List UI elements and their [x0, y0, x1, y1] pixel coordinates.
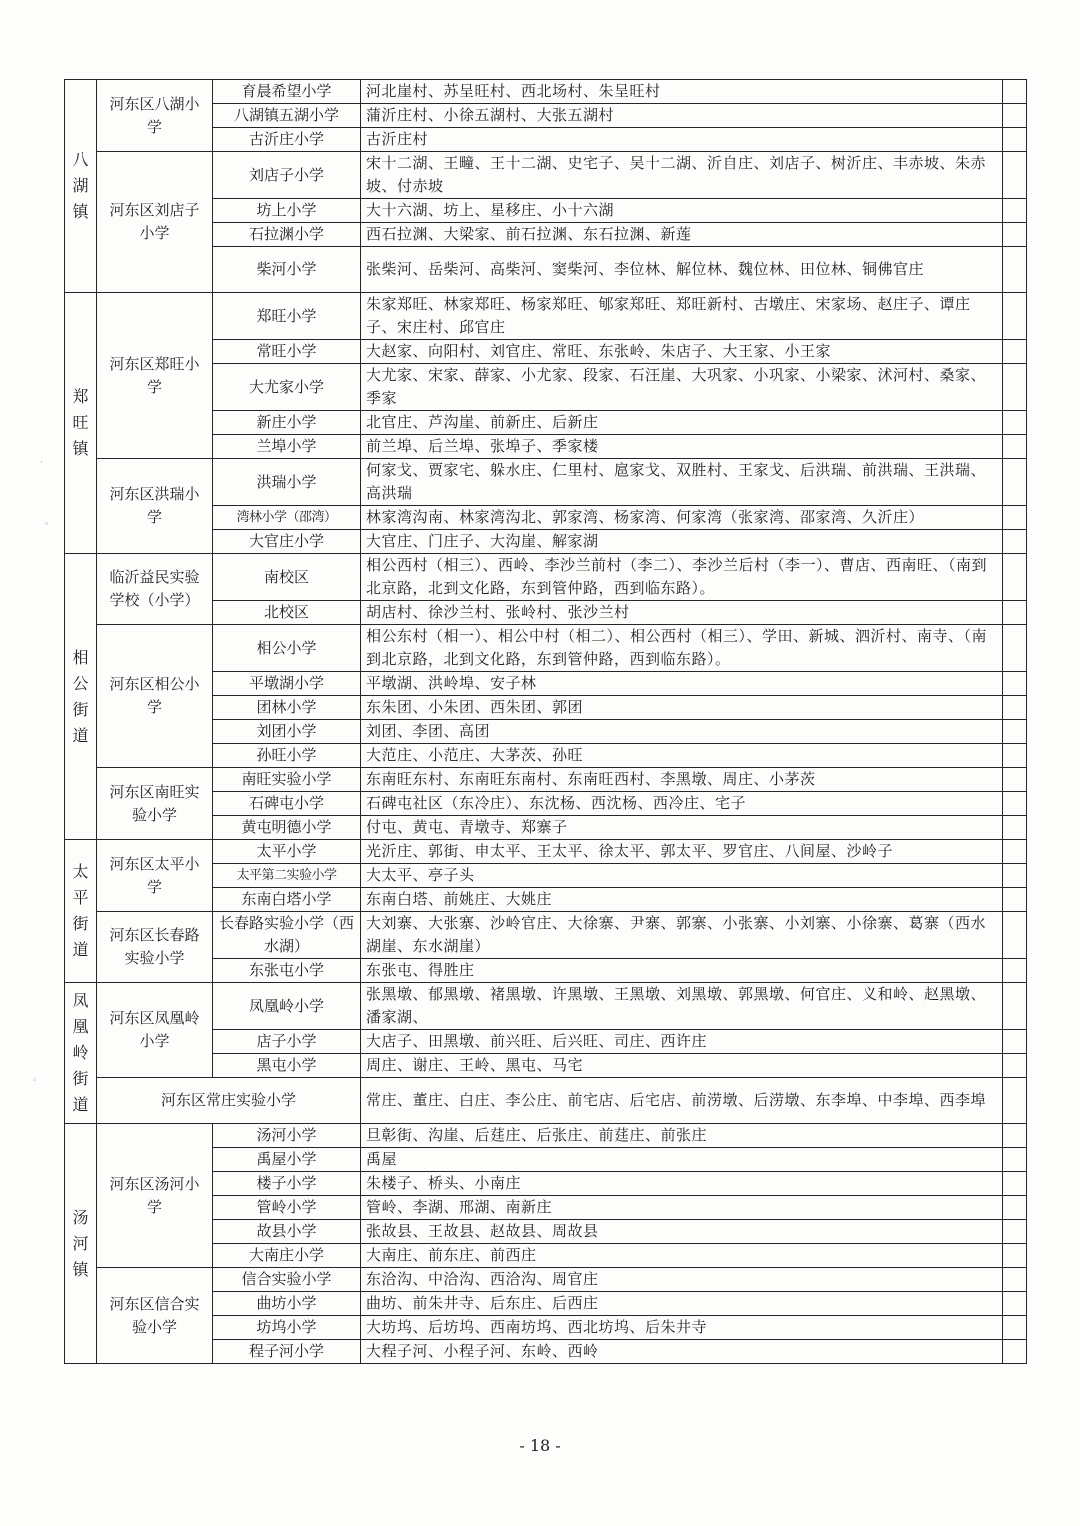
blank-cell	[1003, 530, 1027, 554]
blank-cell	[1003, 506, 1027, 530]
school-name: 常旺小学	[213, 340, 361, 364]
village-list: 大南庄、前东庄、前西庄	[361, 1244, 1003, 1268]
school-name: 刘店子小学	[213, 152, 361, 199]
group-cell: 河东区汤河小学	[97, 1124, 213, 1268]
blank-cell	[1003, 983, 1027, 1030]
village-list: 何家戈、贾家宅、躲水庄、仁里村、扈家戈、双胜村、王家戈、后洪瑞、前洪瑞、王洪瑞、高洪瑞	[361, 459, 1003, 506]
village-list: 东张屯、得胜庄	[361, 959, 1003, 983]
scan-speck: ◦	[44, 520, 50, 530]
school-name: 南校区	[213, 554, 361, 601]
village-list: 蒲沂庄村、小徐五湖村、大张五湖村	[361, 104, 1003, 128]
blank-cell	[1003, 840, 1027, 864]
school-name: 柴河小学	[213, 247, 361, 293]
blank-cell	[1003, 959, 1027, 983]
school-name: 汤河小学	[213, 1124, 361, 1148]
scan-speck: ◦	[32, 1076, 38, 1086]
village-list: 大刘寨、大张寨、沙岭官庄、大徐寨、尹寨、郭寨、小张寨、小刘寨、小徐寨、葛寨（西水湖崖、东水湖崖）	[361, 912, 1003, 959]
group-cell: 临沂益民实验学校（小学）	[97, 554, 213, 625]
school-name: 长春路实验小学（西水湖）	[213, 912, 361, 959]
school-name: 古沂庄小学	[213, 128, 361, 152]
blank-cell	[1003, 1316, 1027, 1340]
village-list: 河北崖村、苏呈旺村、西北场村、朱呈旺村	[361, 80, 1003, 104]
school-name: 新庄小学	[213, 411, 361, 435]
school-name: 大南庄小学	[213, 1244, 361, 1268]
group-cell: 河东区南旺实验小学	[97, 768, 213, 840]
blank-cell	[1003, 792, 1027, 816]
town-name: 郑旺镇	[72, 387, 89, 458]
blank-cell	[1003, 1340, 1027, 1364]
town-cell-tanghe	[65, 1124, 97, 1364]
blank-cell	[1003, 104, 1027, 128]
blank-cell	[1003, 554, 1027, 601]
blank-cell	[1003, 340, 1027, 364]
group-cell: 河东区相公小学	[97, 625, 213, 768]
village-list: 曲坊、前朱井寺、后东庄、后西庄	[361, 1292, 1003, 1316]
village-list: 石碑屯社区（东冷庄）、东沈杨、西沈杨、西冷庄、宅子	[361, 792, 1003, 816]
village-list: 相公东村（相一）、相公中村（相二）、相公西村（相三）、学田、新城、泗沂村、南寺、（南到北京路，北到文化路，东到管仲路，西到临东路）。	[361, 625, 1003, 672]
town-cell-taiping	[65, 840, 97, 983]
school-name: 团林小学	[213, 696, 361, 720]
village-list: 张黑墩、郁黑墩、褚黑墩、许黑墩、王黑墩、刘黑墩、郭黑墩、何官庄、义和岭、赵黑墩、潘家湖、	[361, 983, 1003, 1030]
blank-cell	[1003, 1196, 1027, 1220]
village-list: 东南旺东村、东南旺东南村、东南旺西村、李黑墩、周庄、小茅茨	[361, 768, 1003, 792]
blank-cell	[1003, 1124, 1027, 1148]
school-name: 信合实验小学	[213, 1268, 361, 1292]
group-cell: 河东区信合实验小学	[97, 1268, 213, 1364]
blank-cell	[1003, 223, 1027, 247]
blank-cell	[1003, 411, 1027, 435]
village-list: 朱楼子、桥头、小南庄	[361, 1172, 1003, 1196]
village-list: 光沂庄、郭街、申太平、王太平、徐太平、郭太平、罗官庄、八间屋、沙岭子	[361, 840, 1003, 864]
village-list: 林家湾沟南、林家湾沟北、郭家湾、杨家湾、何家湾（张家湾、邵家湾、久沂庄）	[361, 506, 1003, 530]
school-name: 洪瑞小学	[213, 459, 361, 506]
blank-cell	[1003, 1220, 1027, 1244]
blank-cell	[1003, 1078, 1027, 1124]
blank-cell	[1003, 720, 1027, 744]
blank-cell	[1003, 1148, 1027, 1172]
blank-cell	[1003, 199, 1027, 223]
village-list: 前兰埠、后兰埠、张埠子、季家楼	[361, 435, 1003, 459]
group-cell: 河东区八湖小学	[97, 80, 213, 152]
village-list: 东洽沟、中洽沟、西洽沟、周官庄	[361, 1268, 1003, 1292]
group-cell: 河东区洪瑞小学	[97, 459, 213, 554]
school-name: 太平小学	[213, 840, 361, 864]
village-list: 北官庄、芦沟崖、前新庄、后新庄	[361, 411, 1003, 435]
town-name: 汤河镇	[72, 1207, 89, 1279]
school-name: 程子河小学	[213, 1340, 361, 1364]
town-cell-bahu	[65, 80, 97, 293]
school-name: 禹屋小学	[213, 1148, 361, 1172]
village-list: 大十六湖、坊上、星移庄、小十六湖	[361, 199, 1003, 223]
blank-cell	[1003, 601, 1027, 625]
village-list: 东南白塔、前姚庄、大姚庄	[361, 888, 1003, 912]
blank-cell	[1003, 1244, 1027, 1268]
school-name: 凤凰岭小学	[213, 983, 361, 1030]
village-list: 胡店村、徐沙兰村、张岭村、张沙兰村	[361, 601, 1003, 625]
school-name: 孙旺小学	[213, 744, 361, 768]
blank-cell	[1003, 672, 1027, 696]
school-name: 管岭小学	[213, 1196, 361, 1220]
town-cell-fenghuangling	[65, 983, 97, 1124]
village-list: 张故县、王故县、赵故县、周故县	[361, 1220, 1003, 1244]
group-cell: 河东区凤凰岭小学	[97, 983, 213, 1078]
school-name: 北校区	[213, 601, 361, 625]
village-list: 大官庄、门庄子、大沟崖、解家湖	[361, 530, 1003, 554]
village-list: 大程子河、小程子河、东岭、西岭	[361, 1340, 1003, 1364]
blank-cell	[1003, 459, 1027, 506]
village-list: 常庄、董庄、白庄、李公庄、前宅店、后宅店、前涝墩、后涝墩、东李埠、中李埠、西李埠	[361, 1078, 1003, 1124]
village-list: 大范庄、小范庄、大茅茨、孙旺	[361, 744, 1003, 768]
school-name: 湾林小学（邵湾）	[213, 506, 361, 530]
blank-cell	[1003, 1172, 1027, 1196]
blank-cell	[1003, 152, 1027, 199]
school-name: 石拉渊小学	[213, 223, 361, 247]
blank-cell	[1003, 888, 1027, 912]
village-list: 禹屋	[361, 1148, 1003, 1172]
blank-cell	[1003, 80, 1027, 104]
school-name: 坊上小学	[213, 199, 361, 223]
school-district-table	[64, 79, 1026, 1364]
blank-cell	[1003, 364, 1027, 411]
blank-cell	[1003, 864, 1027, 888]
school-name: 郑旺小学	[213, 293, 361, 340]
school-name: 育晨希望小学	[213, 80, 361, 104]
blank-cell	[1003, 816, 1027, 840]
village-list: 相公西村（相三）、西岭、李沙兰前村（李二）、李沙兰后村（李一）、曹店、西南旺、（南到北京路，北到文化路，东到管仲路，西到临东路）。	[361, 554, 1003, 601]
village-list: 刘团、李团、高团	[361, 720, 1003, 744]
town-cell-zhengwang	[65, 293, 97, 554]
school-name: 店子小学	[213, 1030, 361, 1054]
village-list: 古沂庄村	[361, 128, 1003, 152]
blank-cell	[1003, 293, 1027, 340]
village-list: 张柴河、岳柴河、高柴河、窦柴河、李位林、解位林、魏位林、田位林、铜佛官庄	[361, 247, 1003, 293]
village-list: 平墩湖、洪岭埠、安子林	[361, 672, 1003, 696]
school-name: 平墩湖小学	[213, 672, 361, 696]
village-list: 付屯、黄屯、青墩寺、郑寨子	[361, 816, 1003, 840]
school-name: 坊坞小学	[213, 1316, 361, 1340]
school-name: 黄屯明德小学	[213, 816, 361, 840]
school-name: 大尤家小学	[213, 364, 361, 411]
blank-cell	[1003, 128, 1027, 152]
blank-cell	[1003, 435, 1027, 459]
village-list: 大赵家、向阳村、刘官庄、常旺、东张岭、朱店子、大王家、小王家	[361, 340, 1003, 364]
school-name: 八湖镇五湖小学	[213, 104, 361, 128]
village-list: 朱家郑旺、林家郑旺、杨家郑旺、郇家郑旺、郑旺新村、古墩庄、宋家场、赵庄子、谭庄子、宋庄村、邱官庄	[361, 293, 1003, 340]
blank-cell	[1003, 912, 1027, 959]
village-list: 旦彰街、沟崖、后莛庄、后张庄、前莛庄、前张庄	[361, 1124, 1003, 1148]
town-name: 八湖镇	[72, 150, 89, 221]
village-list: 大坊坞、后坊坞、西南坊坞、西北坊坞、后朱井寺	[361, 1316, 1003, 1340]
school-name: 南旺实验小学	[213, 768, 361, 792]
blank-cell	[1003, 696, 1027, 720]
school-name: 相公小学	[213, 625, 361, 672]
town-name: 太平街道	[72, 862, 89, 959]
school-name: 太平第二实验小学	[213, 864, 361, 888]
school-name: 兰埠小学	[213, 435, 361, 459]
school-name: 东张屯小学	[213, 959, 361, 983]
school-name: 楼子小学	[213, 1172, 361, 1196]
blank-cell	[1003, 768, 1027, 792]
group-cell: 河东区太平小学	[97, 840, 213, 912]
group-cell: 河东区长春路实验小学	[97, 912, 213, 983]
village-list: 大太平、亭子头	[361, 864, 1003, 888]
blank-cell	[1003, 1292, 1027, 1316]
blank-cell	[1003, 247, 1027, 293]
school-name: 曲坊小学	[213, 1292, 361, 1316]
group-cell: 河东区刘店子小学	[97, 152, 213, 293]
school-name: 石碑屯小学	[213, 792, 361, 816]
school-name: 故县小学	[213, 1220, 361, 1244]
blank-cell	[1003, 1268, 1027, 1292]
village-list: 宋十二湖、王疃、王十二湖、史宅子、吴十二湖、沂自庄、刘店子、树沂庄、丰赤坡、朱赤坡、付赤坡	[361, 152, 1003, 199]
town-name: 凤凰岭街道	[72, 991, 89, 1114]
school-name: 黑屯小学	[213, 1054, 361, 1078]
village-list: 东朱团、小朱团、西朱团、郭团	[361, 696, 1003, 720]
page-number: - 18 -	[519, 1436, 561, 1455]
blank-cell	[1003, 744, 1027, 768]
school-name: 刘团小学	[213, 720, 361, 744]
town-cell-xianggong	[65, 554, 97, 840]
village-list: 大店子、田黑墩、前兴旺、后兴旺、司庄、西许庄	[361, 1030, 1003, 1054]
group-cell: 河东区郑旺小学	[97, 293, 213, 459]
village-list: 大尤家、宋家、薛家、小尤家、段家、石汪崖、大巩家、小巩家、小梁家、沭河村、桑家、季家	[361, 364, 1003, 411]
group-cell: 河东区常庄实验小学	[97, 1078, 361, 1124]
scan-speck: ·	[40, 458, 43, 468]
school-name: 大官庄小学	[213, 530, 361, 554]
village-list: 周庄、谢庄、王岭、黑屯、马宅	[361, 1054, 1003, 1078]
school-name: 东南白塔小学	[213, 888, 361, 912]
village-list: 管岭、李湖、邢湖、南新庄	[361, 1196, 1003, 1220]
village-list: 西石拉渊、大梁家、前石拉渊、东石拉渊、新莲	[361, 223, 1003, 247]
blank-cell	[1003, 625, 1027, 672]
blank-cell	[1003, 1030, 1027, 1054]
town-name: 相公街道	[72, 647, 89, 745]
blank-cell	[1003, 1054, 1027, 1078]
